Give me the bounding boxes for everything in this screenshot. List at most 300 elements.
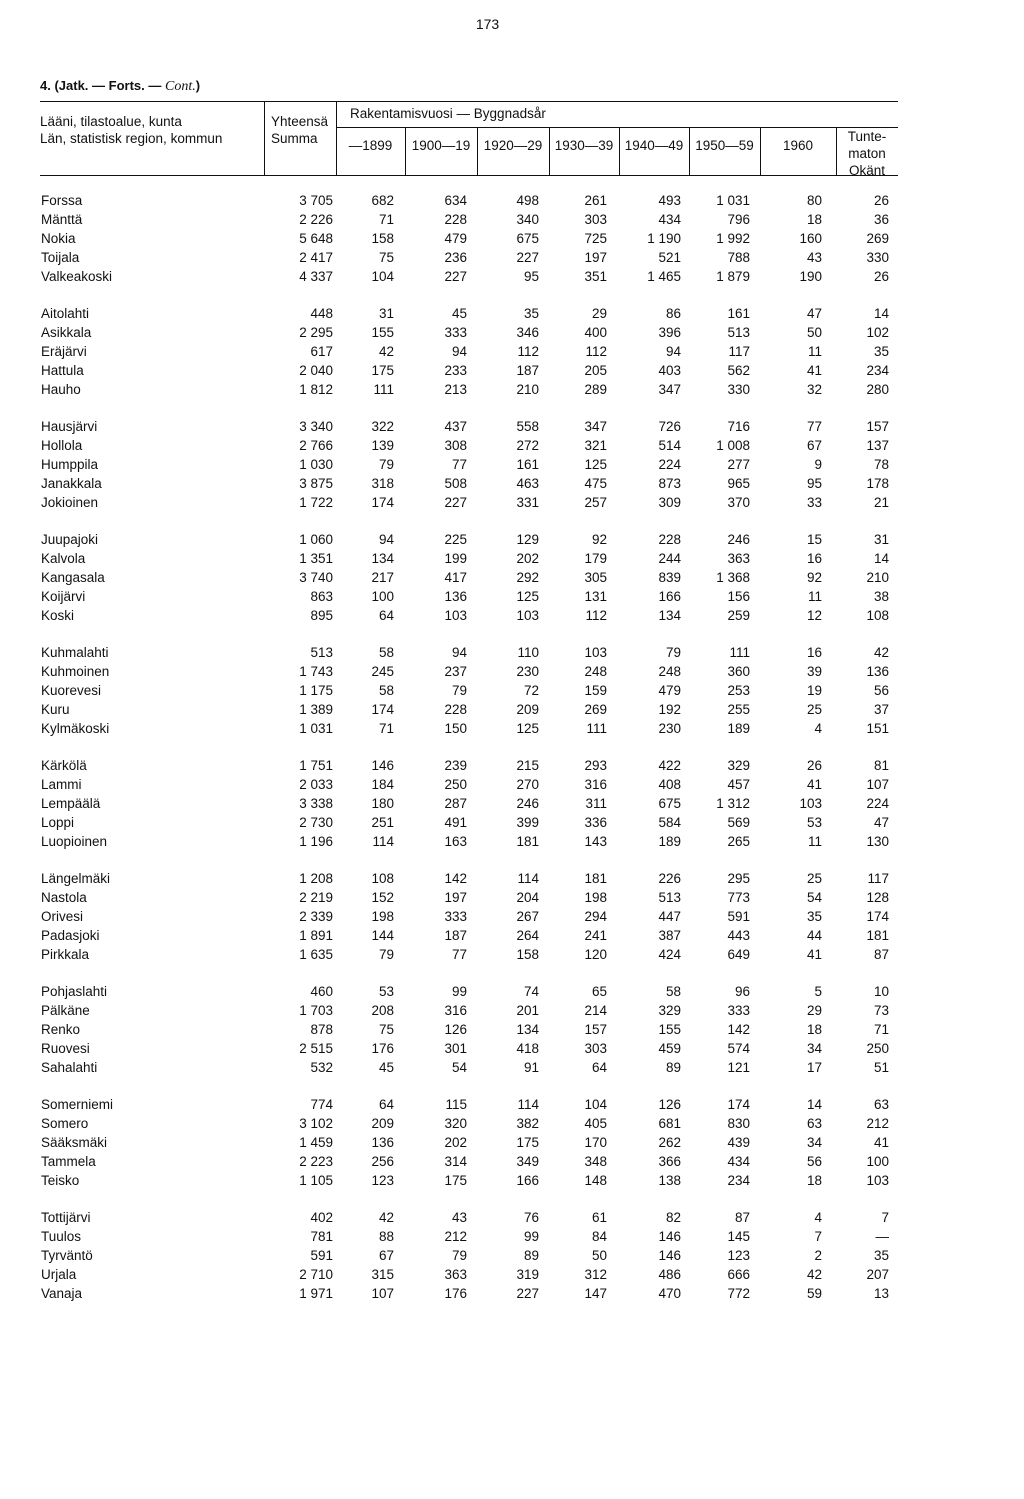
table-row	[0, 1227, 1024, 1246]
cell-1950-59: 591	[727, 909, 750, 924]
cell-1940-49: 1 190	[647, 231, 681, 246]
cell-pre-1899: 245	[371, 664, 394, 679]
caption-suffix: )	[195, 78, 201, 93]
table-row	[0, 700, 1024, 719]
municipality-name: Tammela	[41, 1154, 96, 1169]
page-number: 173	[475, 16, 500, 32]
cell-1900-19: 54	[451, 1060, 467, 1075]
cell-1920-29: 319	[516, 1267, 539, 1282]
cell-1930-39: 104	[584, 1097, 607, 1112]
cell-pre-1899: 71	[378, 212, 394, 227]
cell-1950-59: 773	[727, 890, 750, 905]
cell-total: 3 102	[299, 1116, 333, 1131]
cell-1960: 67	[806, 438, 822, 453]
cell-total: 895	[310, 608, 333, 623]
cell-pre-1899: 318	[371, 476, 394, 491]
cell-total: 2 515	[299, 1041, 333, 1056]
cell-1940-49: 126	[658, 1097, 681, 1112]
cell-1920-29: 202	[516, 551, 539, 566]
table-row	[0, 455, 1024, 474]
cell-pre-1899: 315	[371, 1267, 394, 1282]
period-header: 1940—49	[624, 138, 684, 153]
municipality-name: Pohjaslahti	[41, 984, 108, 999]
cell-1920-29: 72	[523, 683, 539, 698]
cell-1920-29: 270	[516, 777, 539, 792]
table-row	[0, 1265, 1024, 1284]
cell-1930-39: 197	[584, 250, 607, 265]
cell-1920-29: 201	[516, 1003, 539, 1018]
table-row	[0, 380, 1024, 399]
table-row	[0, 794, 1024, 813]
cell-1940-49: 366	[658, 1154, 681, 1169]
cell-total: 448	[310, 306, 333, 321]
cell-1930-39: 125	[584, 457, 607, 472]
cell-1930-39: 111	[586, 721, 607, 736]
cell-1900-19: 333	[444, 325, 467, 340]
table-row	[0, 681, 1024, 700]
cell-unknown: 174	[866, 909, 889, 924]
cell-pre-1899: 146	[371, 758, 394, 773]
cell-unknown: 81	[873, 758, 889, 773]
cell-pre-1899: 79	[378, 457, 394, 472]
cell-1930-39: 305	[584, 570, 607, 585]
cell-1960: 2	[814, 1248, 822, 1263]
cell-1900-19: 227	[444, 269, 467, 284]
cell-1960: 26	[806, 758, 822, 773]
cell-1950-59: 788	[727, 250, 750, 265]
cell-1900-19: 45	[451, 306, 467, 321]
table-row	[0, 1171, 1024, 1190]
cell-1920-29: 215	[516, 758, 539, 773]
cell-unknown: 10	[873, 984, 889, 999]
municipality-name: Humppila	[41, 457, 99, 472]
cell-1950-59: 174	[727, 1097, 750, 1112]
cell-1960: 59	[806, 1286, 822, 1301]
cell-1930-39: 120	[584, 947, 607, 962]
municipality-name: Kuorevesi	[41, 683, 102, 698]
cell-1900-19: 225	[444, 532, 467, 547]
cell-total: 781	[310, 1229, 333, 1244]
cell-1900-19: 363	[444, 1267, 467, 1282]
table-row	[0, 907, 1024, 926]
cell-1960: 44	[806, 928, 822, 943]
table-row	[0, 1284, 1024, 1303]
cell-total: 878	[310, 1022, 333, 1037]
cell-1940-49: 192	[658, 702, 681, 717]
cell-1930-39: 321	[584, 438, 607, 453]
cell-unknown: 103	[866, 1173, 889, 1188]
cell-total: 2 223	[299, 1154, 333, 1169]
cell-total: 4 337	[299, 269, 333, 284]
cell-total: 3 740	[299, 570, 333, 585]
total-header	[271, 113, 328, 147]
cell-pre-1899: 184	[371, 777, 394, 792]
cell-1900-19: 187	[444, 928, 467, 943]
cell-1930-39: 159	[584, 683, 607, 698]
table-row	[0, 191, 1024, 210]
cell-1940-49: 155	[658, 1022, 681, 1037]
cell-1940-49: 226	[658, 871, 681, 886]
cell-1940-49: 408	[658, 777, 681, 792]
cell-1960: 15	[806, 532, 822, 547]
cell-1940-49: 493	[658, 193, 681, 208]
cell-1950-59: 1 368	[716, 570, 750, 585]
cell-pre-1899: 256	[371, 1154, 394, 1169]
cell-1960: 7	[814, 1229, 822, 1244]
table-row	[0, 662, 1024, 681]
cell-total: 2 417	[299, 250, 333, 265]
cell-pre-1899: 42	[378, 1210, 394, 1225]
cell-1940-49: 447	[658, 909, 681, 924]
cell-total: 1 031	[299, 721, 333, 736]
municipality-name: Hauho	[41, 382, 81, 397]
cell-pre-1899: 100	[371, 589, 394, 604]
cell-1950-59: 87	[734, 1210, 750, 1225]
cell-1920-29: 74	[523, 984, 539, 999]
cell-1920-29: 166	[516, 1173, 539, 1188]
cell-pre-1899: 180	[371, 796, 394, 811]
cell-1940-49: 434	[658, 212, 681, 227]
cell-total: 2 295	[299, 325, 333, 340]
municipality-name: Kalvola	[41, 551, 86, 566]
cell-1930-39: 64	[591, 1060, 607, 1075]
cell-1960: 41	[806, 947, 822, 962]
cell-1940-49: 521	[658, 250, 681, 265]
cell-pre-1899: 136	[371, 1135, 394, 1150]
cell-unknown: 210	[866, 570, 889, 585]
table-row	[0, 530, 1024, 549]
cell-1960: 190	[799, 269, 822, 284]
cell-1960: 29	[806, 1003, 822, 1018]
municipality-name: Kuhmoinen	[41, 664, 110, 679]
cell-unknown: 13	[873, 1286, 889, 1301]
table-row	[0, 926, 1024, 945]
cell-1900-19: 94	[451, 645, 467, 660]
cell-1960: 25	[806, 871, 822, 886]
cell-pre-1899: 75	[378, 250, 394, 265]
cell-1940-49: 387	[658, 928, 681, 943]
cell-unknown: 100	[866, 1154, 889, 1169]
municipality-name: Tottijärvi	[41, 1210, 91, 1225]
cell-1950-59: 145	[727, 1229, 750, 1244]
cell-1960: 50	[806, 325, 822, 340]
table-row	[0, 568, 1024, 587]
cell-1960: 16	[806, 645, 822, 660]
caption-cont: Cont.	[164, 79, 196, 94]
cell-pre-1899: 64	[378, 608, 394, 623]
cell-pre-1899: 45	[378, 1060, 394, 1075]
cell-1950-59: 716	[727, 419, 750, 434]
cell-1960: 25	[806, 702, 822, 717]
table-row	[0, 1133, 1024, 1152]
cell-1900-19: 227	[444, 495, 467, 510]
cell-pre-1899: 175	[371, 363, 394, 378]
cell-1960: 16	[806, 551, 822, 566]
cell-1940-49: 58	[665, 984, 681, 999]
cell-1900-19: 237	[444, 664, 467, 679]
cell-1950-59: 96	[734, 984, 750, 999]
cell-unknown: 108	[866, 608, 889, 623]
cell-1900-19: 176	[444, 1286, 467, 1301]
cell-1950-59: 562	[727, 363, 750, 378]
municipality-name: Aitolahti	[41, 306, 90, 321]
cell-unknown: 63	[873, 1097, 889, 1112]
cell-1960: 42	[806, 1267, 822, 1282]
cell-unknown: 35	[873, 1248, 889, 1263]
cell-pre-1899: 58	[378, 645, 394, 660]
cell-total: 1 060	[299, 532, 333, 547]
cell-1930-39: 303	[584, 1041, 607, 1056]
cell-unknown: 130	[866, 834, 889, 849]
cell-1950-59: 277	[727, 457, 750, 472]
municipality-name: Pirkkala	[41, 947, 90, 962]
cell-1950-59: 1 879	[716, 269, 750, 284]
cell-1900-19: 212	[444, 1229, 467, 1244]
cell-unknown: 73	[873, 1003, 889, 1018]
cell-1900-19: 197	[444, 890, 467, 905]
cell-total: 513	[310, 645, 333, 660]
cell-1940-49: 422	[658, 758, 681, 773]
cell-pre-1899: 176	[371, 1041, 394, 1056]
cell-1930-39: 50	[591, 1248, 607, 1263]
cell-1950-59: 117	[728, 344, 750, 359]
cell-1950-59: 434	[727, 1154, 750, 1169]
table-row	[0, 606, 1024, 625]
cell-1900-19: 43	[451, 1210, 467, 1225]
municipality-name: Koijärvi	[41, 589, 86, 604]
cell-1920-29: 95	[523, 269, 539, 284]
cell-pre-1899: 104	[371, 269, 394, 284]
cell-1940-49: 86	[665, 306, 681, 321]
cell-1960: 56	[806, 1154, 822, 1169]
cell-pre-1899: 94	[378, 532, 394, 547]
cell-1940-49: 584	[658, 815, 681, 830]
municipality-name: Jokioinen	[41, 495, 99, 510]
cell-pre-1899: 251	[371, 815, 394, 830]
cell-1960: 43	[806, 250, 822, 265]
cell-total: 1 891	[299, 928, 333, 943]
municipality-name: Vanaja	[41, 1286, 83, 1301]
cell-1930-39: 725	[584, 231, 607, 246]
cell-1940-49: 329	[658, 1003, 681, 1018]
cell-unknown: 47	[873, 815, 889, 830]
cell-total: 2 226	[299, 212, 333, 227]
table-row	[0, 1246, 1024, 1265]
cell-1920-29: 227	[516, 250, 539, 265]
cell-total: 1 812	[299, 382, 333, 397]
cell-1930-39: 257	[584, 495, 607, 510]
cell-total: 1 208	[299, 871, 333, 886]
table-row	[0, 869, 1024, 888]
cell-unknown: 7	[881, 1210, 889, 1225]
cell-total: 2 040	[299, 363, 333, 378]
cell-1920-29: 498	[516, 193, 539, 208]
cell-1940-49: 839	[658, 570, 681, 585]
cell-total: 460	[310, 984, 333, 999]
cell-1920-29: 210	[516, 382, 539, 397]
table-row	[0, 719, 1024, 738]
cell-1930-39: 348	[584, 1154, 607, 1169]
cell-1930-39: 294	[584, 909, 607, 924]
cell-1920-29: 91	[523, 1060, 539, 1075]
cell-1940-49: 424	[658, 947, 681, 962]
cell-unknown: 212	[866, 1116, 889, 1131]
municipality-name: Asikkala	[41, 325, 92, 340]
cell-total: 3 340	[299, 419, 333, 434]
cell-1900-19: 479	[444, 231, 467, 246]
cell-1940-49: 146	[658, 1229, 681, 1244]
cell-1920-29: 418	[516, 1041, 539, 1056]
cell-1950-59: 1 992	[716, 231, 750, 246]
cell-total: 1 751	[299, 758, 333, 773]
cell-1950-59: 189	[727, 721, 750, 736]
cell-1960: 33	[806, 495, 822, 510]
cell-unknown: —	[875, 1229, 889, 1244]
cell-1930-39: 293	[584, 758, 607, 773]
cell-1960: 5	[814, 984, 822, 999]
cell-1930-39: 65	[591, 984, 607, 999]
cell-unknown: 87	[873, 947, 889, 962]
cell-pre-1899: 64	[378, 1097, 394, 1112]
table-row	[0, 1114, 1024, 1133]
cell-total: 1 030	[299, 457, 333, 472]
cell-1920-29: 187	[516, 363, 539, 378]
municipality-name: Renko	[41, 1022, 81, 1037]
cell-1920-29: 558	[516, 419, 539, 434]
cell-1950-59: 1 008	[716, 438, 750, 453]
cell-1930-39: 475	[584, 476, 607, 491]
cell-pre-1899: 209	[371, 1116, 394, 1131]
period-header: 1930—39	[554, 138, 614, 153]
cell-1900-19: 250	[444, 777, 467, 792]
cell-1900-19: 314	[444, 1154, 467, 1169]
municipality-name: Koski	[41, 608, 75, 623]
table-row	[0, 643, 1024, 662]
cell-1930-39: 311	[585, 796, 607, 811]
cell-1950-59: 295	[727, 871, 750, 886]
cell-pre-1899: 75	[378, 1022, 394, 1037]
cell-1930-39: 205	[584, 363, 607, 378]
cell-total: 1 971	[299, 1286, 333, 1301]
cell-1950-59: 574	[727, 1041, 750, 1056]
cell-1950-59: 111	[729, 645, 750, 660]
cell-1920-29: 346	[516, 325, 539, 340]
municipality-name: Sääksmäki	[41, 1135, 108, 1150]
municipality-name: Somerniemi	[41, 1097, 114, 1112]
table-row	[0, 304, 1024, 323]
table-row	[0, 210, 1024, 229]
table-row	[0, 1001, 1024, 1020]
cell-total: 3 875	[299, 476, 333, 491]
cell-total: 3 705	[299, 193, 333, 208]
cell-1900-19: 301	[444, 1041, 467, 1056]
cell-1940-49: 224	[658, 457, 681, 472]
table-row	[0, 1020, 1024, 1039]
cell-1960: 160	[799, 231, 822, 246]
cell-unknown: 250	[866, 1041, 889, 1056]
municipality-name: Längelmäki	[41, 871, 111, 886]
cell-1900-19: 126	[444, 1022, 467, 1037]
municipality-name: Eräjärvi	[41, 344, 87, 359]
table-row	[0, 587, 1024, 606]
cell-pre-1899: 108	[371, 871, 394, 886]
cell-1930-39: 303	[584, 212, 607, 227]
cell-1900-19: 508	[444, 476, 467, 491]
cell-1940-49: 262	[658, 1135, 681, 1150]
cell-1940-49: 230	[658, 721, 681, 736]
municipality-name: Loppi	[41, 815, 75, 830]
region-header-sv: Län, statistisk region, kommun	[40, 131, 223, 146]
cell-1900-19: 103	[444, 608, 467, 623]
cell-1930-39: 405	[584, 1116, 607, 1131]
cell-1960: 77	[806, 419, 822, 434]
cell-1900-19: 202	[444, 1135, 467, 1150]
cell-1950-59: 569	[727, 815, 750, 830]
cell-1950-59: 443	[727, 928, 750, 943]
cell-1940-49: 486	[658, 1267, 681, 1282]
cell-total: 863	[310, 589, 333, 604]
cell-1960: 17	[806, 1060, 822, 1075]
municipality-name: Lempäälä	[41, 796, 101, 811]
cell-1920-29: 292	[516, 570, 539, 585]
cell-1930-39: 179	[584, 551, 607, 566]
cell-1960: 18	[806, 212, 822, 227]
cell-1960: 103	[799, 796, 822, 811]
cell-1900-19: 150	[444, 721, 467, 736]
cell-1950-59: 255	[727, 702, 750, 717]
cell-pre-1899: 111	[373, 382, 394, 397]
cell-unknown: 56	[873, 683, 889, 698]
cell-1940-49: 134	[658, 608, 681, 623]
municipality-name: Tuulos	[41, 1229, 82, 1244]
cell-1960: 11	[807, 589, 822, 604]
cell-1900-19: 634	[444, 193, 467, 208]
cell-1930-39: 269	[584, 702, 607, 717]
cell-1930-39: 147	[584, 1286, 607, 1301]
cell-1920-29: 230	[516, 664, 539, 679]
table-row	[0, 832, 1024, 851]
table-row	[0, 1058, 1024, 1077]
unknown-header	[836, 128, 898, 179]
total-header-sv: Summa	[271, 131, 318, 146]
cell-1900-19: 163	[444, 834, 467, 849]
cell-pre-1899: 144	[371, 928, 394, 943]
cell-1920-29: 264	[516, 928, 539, 943]
group-rule	[336, 127, 898, 128]
cell-1930-39: 92	[591, 532, 607, 547]
cell-1930-39: 103	[584, 645, 607, 660]
cell-pre-1899: 79	[378, 947, 394, 962]
cell-1900-19: 236	[444, 250, 467, 265]
period-header: 1900—19	[411, 138, 471, 153]
cell-1930-39: 170	[584, 1135, 607, 1150]
table-row	[0, 323, 1024, 342]
cell-1900-19: 287	[444, 796, 467, 811]
cell-1940-49: 514	[658, 438, 681, 453]
cell-unknown: 330	[866, 250, 889, 265]
cell-1930-39: 336	[584, 815, 607, 830]
cell-unknown: 42	[873, 645, 889, 660]
period-header: 1920—29	[483, 138, 543, 153]
cell-unknown: 21	[873, 495, 889, 510]
cell-total: 1 703	[299, 1003, 333, 1018]
cell-1940-49: 726	[658, 419, 681, 434]
cell-1920-29: 246	[516, 796, 539, 811]
cell-unknown: 26	[873, 193, 889, 208]
cell-1930-39: 181	[584, 871, 607, 886]
cell-1960: 11	[807, 344, 822, 359]
cell-1950-59: 772	[727, 1286, 750, 1301]
